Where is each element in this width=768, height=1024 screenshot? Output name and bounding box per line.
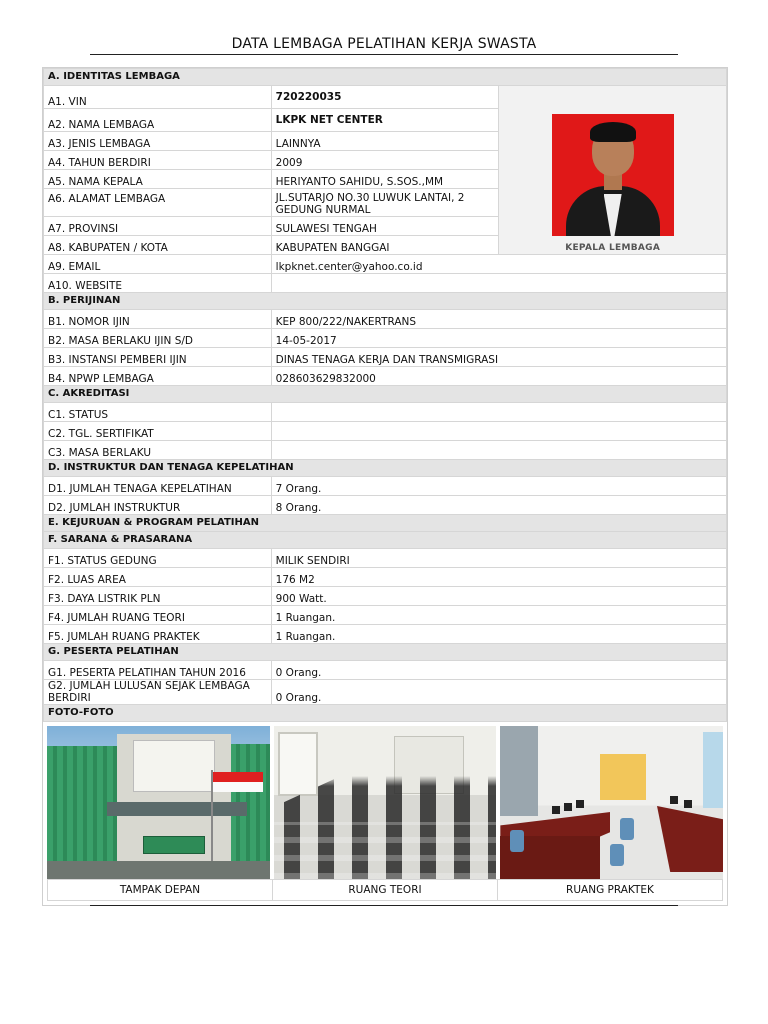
value-tgl-sertifikat (271, 422, 726, 441)
section-perijinan: B. PERIJINAN (44, 293, 727, 310)
label-peserta-2016: G1. PESERTA PELATIHAN TAHUN 2016 (44, 661, 272, 680)
theory-room-photo (274, 726, 497, 879)
data-sheet (42, 67, 728, 906)
value-provinsi: SULAWESI TENGAH (271, 217, 499, 236)
value-tahun-berdiri: 2009 (271, 151, 499, 170)
value-website (271, 274, 726, 293)
photos-row (43, 722, 727, 879)
value-luas-area: 176 M2 (271, 568, 726, 587)
value-kabupaten: KABUPATEN BANGGAI (271, 236, 499, 255)
value-status (271, 403, 726, 422)
value-masa-berlaku-ijin: 14-05-2017 (271, 329, 726, 348)
value-nama-lembaga: LKPK NET CENTER (271, 109, 499, 132)
caption-ruang-praktek: RUANG PRAKTEK (566, 884, 654, 896)
value-npwp: 028603629832000 (271, 367, 726, 386)
label-luas-area: F2. LUAS AREA (44, 568, 272, 587)
value-jumlah-lulusan: 0 Orang. (271, 680, 726, 705)
value-nama-kepala: HERIYANTO SAHIDU, S.SOS.,MM (271, 170, 499, 189)
label-provinsi: A7. PROVINSI (44, 217, 272, 236)
data-table (43, 68, 727, 722)
value-alamat: JL.SUTARJO NO.30 LUWUK LANTAI, 2 GEDUNG NURMAL (271, 189, 499, 217)
value-email: lkpknet.center@yahoo.co.id (271, 255, 726, 274)
caption-ruang-teori: RUANG TEORI (273, 880, 498, 900)
label-tgl-sertifikat: C2. TGL. SERTIFIKAT (44, 422, 272, 441)
label-npwp: B4. NPWP LEMBAGA (44, 367, 272, 386)
label-tahun-berdiri: A4. TAHUN BERDIRI (44, 151, 272, 170)
label-ruang-teori: F4. JUMLAH RUANG TEORI (44, 606, 272, 625)
value-instansi: DINAS TENAGA KERJA DAN TRANSMIGRASI (271, 348, 726, 367)
value-jumlah-instruktur: 8 Orang. (271, 496, 726, 515)
label-tenaga-kepelatihan: D1. JUMLAH TENAGA KEPELATIHAN (44, 477, 272, 496)
label-nomor-ijin: B1. NOMOR IJIN (44, 310, 272, 329)
label-jumlah-lulusan: G2. JUMLAH LULUSAN SEJAK LEMBAGA BERDIRI (44, 680, 272, 705)
label-masa-berlaku: C3. MASA BERLAKU (44, 441, 272, 460)
caption-tampak-depan: TAMPAK DEPAN (48, 880, 273, 900)
label-alamat: A6. ALAMAT LEMBAGA (44, 189, 272, 217)
section-akreditasi: C. AKREDITASI (44, 386, 727, 403)
front-view-photo (47, 726, 270, 879)
value-ruang-praktek: 1 Ruangan. (271, 625, 726, 644)
practice-room-photo (500, 726, 723, 879)
label-jumlah-instruktur: D2. JUMLAH INSTRUKTUR (44, 496, 272, 515)
section-sarana: F. SARANA & PRASARANA (44, 532, 727, 549)
label-daya-listrik: F3. DAYA LISTRIK PLN (44, 587, 272, 606)
photo-caption: KEPALA LEMBAGA (565, 243, 661, 253)
value-nomor-ijin: KEP 800/222/NAKERTRANS (271, 310, 726, 329)
label-nama-lembaga: A2. NAMA LEMBAGA (44, 109, 272, 132)
label-kabupaten: A8. KABUPATEN / KOTA (44, 236, 272, 255)
section-identitas: A. IDENTITAS LEMBAGA (44, 69, 727, 86)
value-jenis-lembaga: LAINNYA (271, 132, 499, 151)
value-peserta-2016: 0 Orang. (271, 661, 726, 680)
section-kejuruan: E. KEJURUAN & PROGRAM PELATIHAN (44, 515, 727, 532)
head-photo-cell (499, 86, 727, 255)
value-status-gedung: MILIK SENDIRI (271, 549, 726, 568)
label-status-gedung: F1. STATUS GEDUNG (44, 549, 272, 568)
value-daya-listrik: 900 Watt. (271, 587, 726, 606)
label-status: C1. STATUS (44, 403, 272, 422)
label-email: A9. EMAIL (44, 255, 272, 274)
value-vin: 720220035 (271, 86, 499, 109)
section-foto: FOTO-FOTO (44, 705, 727, 722)
section-instruktur: D. INSTRUKTUR DAN TENAGA KEPELATIHAN (44, 460, 727, 477)
value-masa-berlaku (271, 441, 726, 460)
head-portrait-photo (552, 114, 674, 236)
document-title: DATA LEMBAGA PELATIHAN KERJA SWASTA (90, 36, 678, 55)
value-tenaga-kepelatihan: 7 Orang. (271, 477, 726, 496)
label-instansi: B3. INSTANSI PEMBERI IJIN (44, 348, 272, 367)
bottom-rule (90, 905, 678, 906)
photo-captions (47, 879, 723, 901)
label-nama-kepala: A5. NAMA KEPALA (44, 170, 272, 189)
label-vin: A1. VIN (44, 86, 272, 109)
label-website: A10. WEBSITE (44, 274, 272, 293)
label-masa-berlaku-ijin: B2. MASA BERLAKU IJIN S/D (44, 329, 272, 348)
label-ruang-praktek: F5. JUMLAH RUANG PRAKTEK (44, 625, 272, 644)
section-peserta: G. PESERTA PELATIHAN (44, 644, 727, 661)
label-jenis-lembaga: A3. JENIS LEMBAGA (44, 132, 272, 151)
value-ruang-teori: 1 Ruangan. (271, 606, 726, 625)
